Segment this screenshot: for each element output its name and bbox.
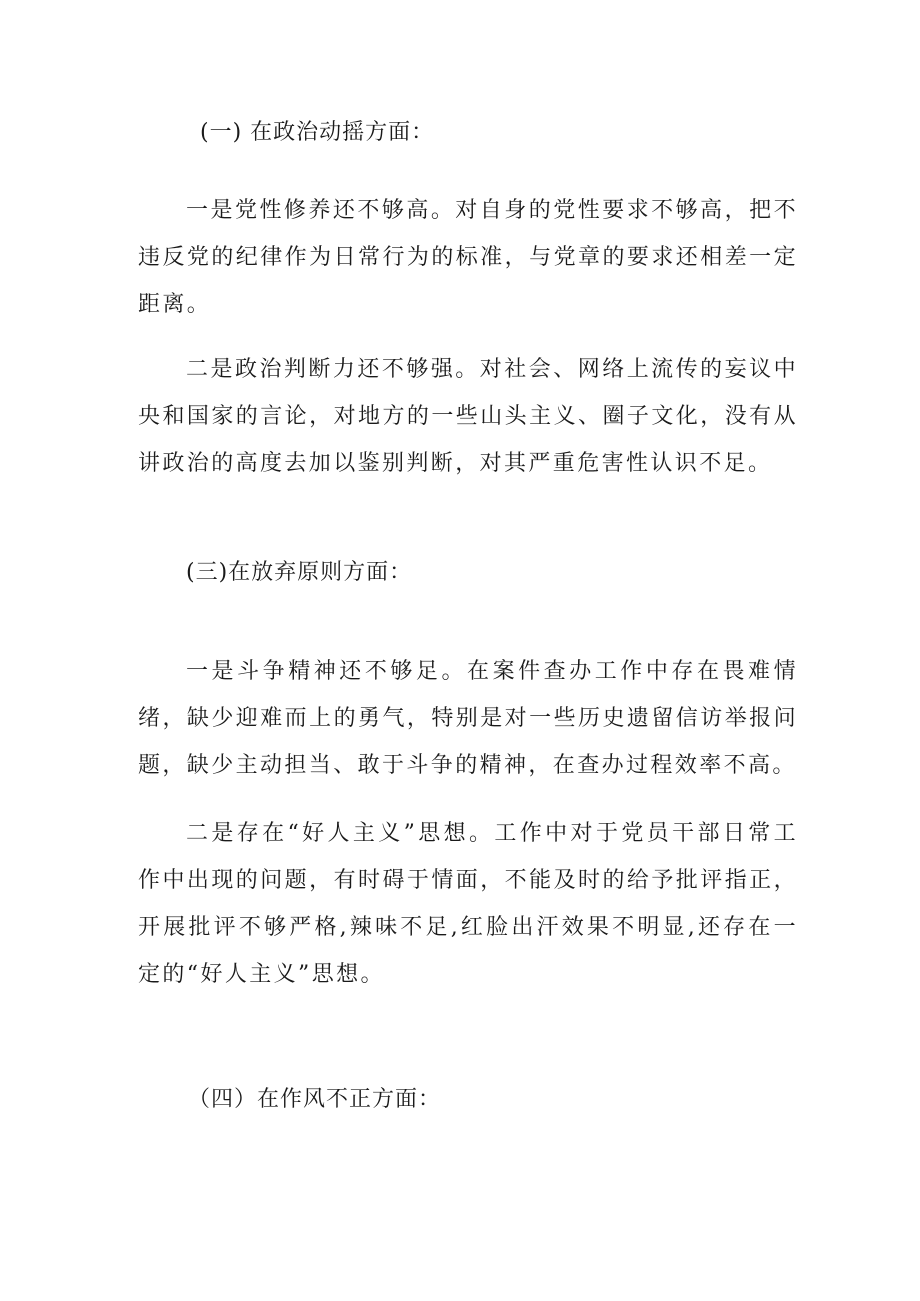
paragraph-political-judgment: 二是政治判断力还不够强。对社会、网络上流传的妄议中央和国家的言论，对地方的一些山头主义、圈子文化，没有从讲政治的高度去加以鉴别判断，对其严重危害性认识不足。 (138, 357, 798, 476)
section-heading-politics: (一) 在政治动摇方面： (200, 120, 435, 145)
paragraph-party-cultivation: 一是党性修养还不够高。对自身的党性要求不够高，把不违反党的纪律作为日常行为的标准，与党章的要求还相差一定距离。 (138, 198, 798, 317)
paragraph-good-person-mentality: 二是存在“好人主义”思想。工作中对于党员干部日常工作中出现的问题，有时碍于情面，不能及时的给予批评指正，开展批评不够严格,辣味不足,红脸出汗效果不明显,还存在一定的“好人主义”思想。 (138, 821, 798, 987)
paragraph-fighting-spirit: 一是斗争精神还不够足。在案件查办工作中存在畏难情绪，缺少迎难而上的勇气，特别是对一些历史遗留信访举报问题，缺少主动担当、敢于斗争的精神，在查办过程效率不高。 (138, 659, 798, 778)
section-heading-work-style: （四）在作风不正方面： (188, 1087, 442, 1112)
section-heading-principles: (三)在放弃原则方面： (186, 560, 413, 585)
